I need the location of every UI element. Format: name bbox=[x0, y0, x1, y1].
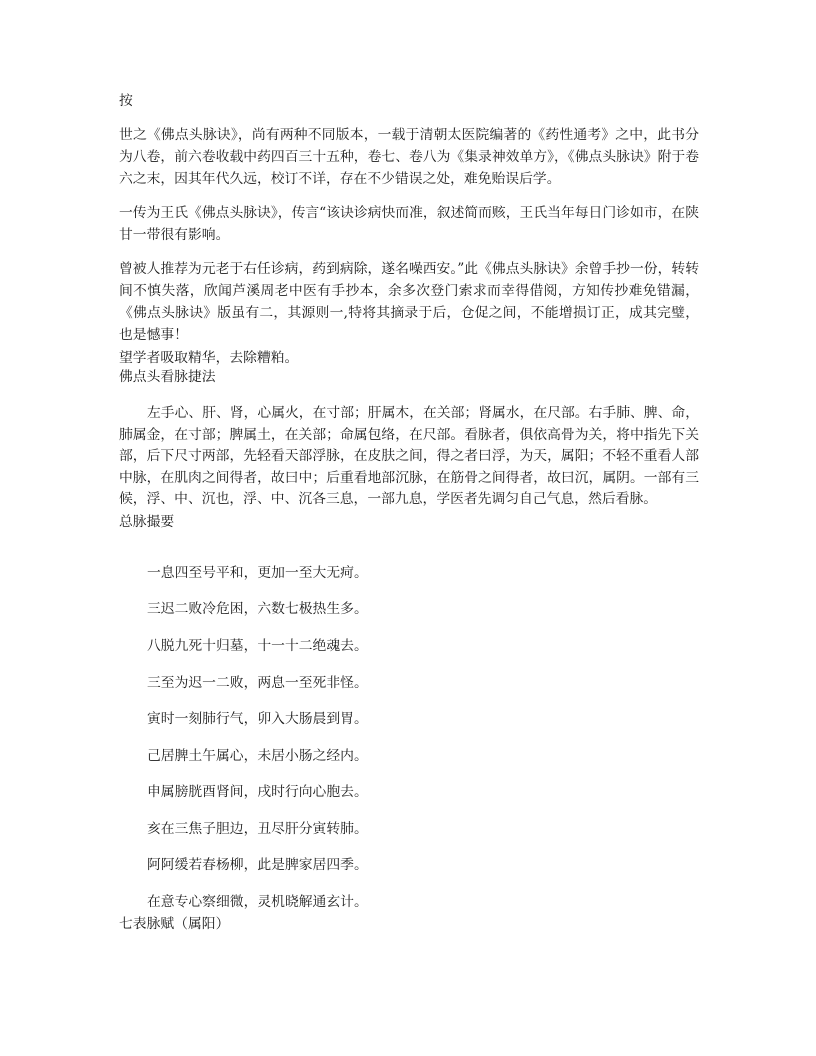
section-title: 总脉撮要 bbox=[119, 514, 175, 530]
verse-line: 申属膀胱酉肾间，戌时行向心胞去。 bbox=[147, 783, 368, 800]
verse-line: 己居脾土午属心，未居小肠之经内。 bbox=[147, 747, 368, 764]
verse-line: 八脱九死十归墓，十一十二绝魂去。 bbox=[147, 637, 368, 654]
intro-paragraph: 望学者吸取精华，去除糟粕。 bbox=[119, 350, 299, 366]
verse-line: 一息四至号平和，更加一至大无疴。 bbox=[147, 564, 368, 581]
intro-paragraph: 世之《佛点头脉诀》，尚有两种不同版本，一载于清朝太医院编著的《药性通考》之中，此书分为八卷，前六卷收载中药四百三十五种，卷七、卷八为《集录神效单方》，《佛点头脉诀》附于卷六之末，因其年代久远，校订不详，存在不少错误之处，难免贻误后学。 bbox=[119, 127, 699, 187]
section-title: 七表脉赋（属阳） bbox=[119, 916, 230, 932]
section-title: 佛点头看脉捷法 bbox=[119, 369, 216, 385]
verse-line: 亥在三焦子胆边，丑尽肝分寅转肺。 bbox=[147, 820, 368, 837]
verse-line: 在意专心察细微，灵机晓解通玄计。 bbox=[147, 893, 368, 910]
verse-line: 三迟二败冷危困，六数七极热生多。 bbox=[147, 600, 368, 617]
verse-line: 三至为迟一二败，两息一至死非怪。 bbox=[147, 674, 368, 691]
note-heading: 按 bbox=[119, 93, 133, 109]
verse-line: 寅时一刻肺行气，卯入大肠晨到胃。 bbox=[147, 710, 368, 727]
section-body: 左手心、肝、肾，心属火，在寸部；肝属木，在关部；肾属水，在尺部。右手肺、脾、命，肺属金，在寸部；脾属土，在关部；命属包络，在尺部。看脉者，俱依高骨为关，将中指先下关部，后下尺寸两部，先轻看天部浮脉，在皮肤之间，得之者曰浮，为天，属阳；不轻不重看人部中脉，在肌肉之间得者，故曰中；后重看地部沉脉，在筋骨之间得者，故曰沉，属阴。一部有三候，浮、中、沉也，浮、中、沉各三息，一部九息，学医者先调匀自己气息，然后看脉。 bbox=[119, 405, 699, 508]
verse-line: 阿阿缓若春杨柳，此是脾家居四季。 bbox=[147, 856, 368, 873]
intro-paragraph: 曾被人推荐为元老于右任诊病，药到病除，遂名噪西安。”此《佛点头脉诀》余曾手抄一份，转转间不慎失落，欣闻芦溪周老中医有手抄本，余多次登门索求而幸得借阅，方知传抄难免错漏，《佛点头脉诀》版虽有二，其源则一,特将其摘录于后，仓促之间，不能增损订正，成其完璧，也是憾事！ bbox=[119, 261, 699, 343]
intro-paragraph: 一传为王氏《佛点头脉诀》，传言“该诀诊病快而准，叙述简而赅，王氏当年每日门诊如市，在陕甘一带很有影响。 bbox=[119, 205, 699, 243]
